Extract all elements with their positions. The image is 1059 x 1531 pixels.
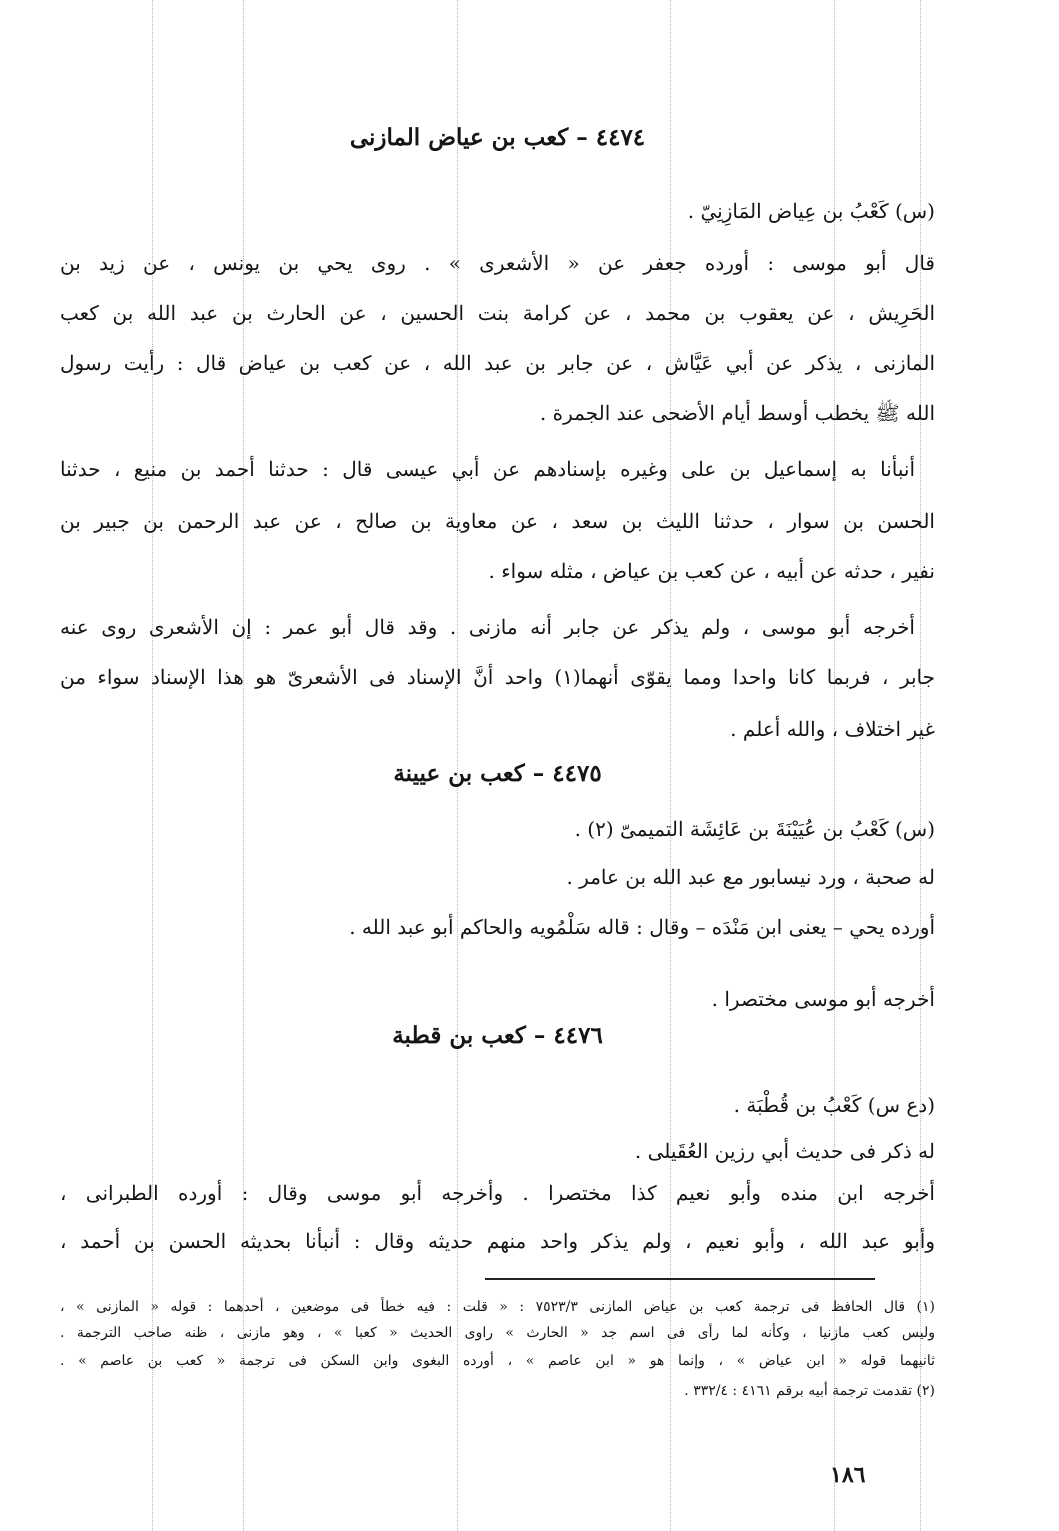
entry-line: (س) كَعْبُ بن عُيَيْنَةَ بن عَائِشَة التميمىّ (٢) .: [574, 817, 935, 841]
entry-heading: ٤٤٧٤ – كعب بن عياض المازنى: [349, 124, 646, 151]
entry-heading: ٤٤٧٥ – كعب بن عيينة: [393, 760, 602, 787]
entry-line: أنبأنا به إسماعيل بن على وغيره بإسنادهم عن أبي عيسى قال : حدثنا أحمد بن منيع ، حدثنا: [60, 457, 915, 481]
entry-line: الحسن بن سوار ، حدثنا الليث بن سعد ، عن معاوية بن صالح ، عن عبد الرحمن بن جبير بن: [60, 509, 935, 533]
entry-line: (دع س) كَعْبُ بن قُطْبَة .: [733, 1093, 935, 1117]
footnote-line: وليس كعب مازنيا ، وكأنه لما رأى فى اسم جد « الحارث » راوى الحديث « كعبا » ، وهو مازنى ، ظنه صاحب الترجمة .: [60, 1325, 935, 1341]
entry-heading: ٤٤٧٦ – كعب بن قطبة: [392, 1022, 603, 1049]
entry-line: غير اختلاف ، والله أعلم .: [730, 717, 935, 741]
footnote-line: (٢) تقدمت ترجمة أبيه برقم ٤١٦١ : ٣٣٢/٤ .: [684, 1383, 935, 1399]
entry-line: المازنى ، يذكر عن أبي عَيَّاش ، عن جابر بن عبد الله ، عن كعب بن عياض قال : رأيت رسول: [60, 351, 935, 375]
entry-line: وأبو عبد الله ، وأبو نعيم ، ولم يذكر واحد منهم حديثه وقال : أنبأنا بحديثه الحسن بن أحمد ،: [60, 1229, 935, 1253]
footnote-rule: [485, 1278, 875, 1280]
entry-line: الله ﷺ يخطب أوسط أيام الأضحى عند الجمرة .: [539, 401, 935, 425]
entry-line: له ذكر فى حديث أبي رزين العُقَيلى .: [634, 1139, 935, 1163]
entry-line: (س) كَعْبُ بن عِياض المَازِنِيّ .: [687, 199, 935, 223]
entry-line: له صحبة ، ورد نيسابور مع عبد الله بن عامر .: [566, 865, 935, 889]
page-content: [60, 0, 935, 1531]
entry-line: أخرجه أبو موسى ، ولم يذكر عن جابر أنه مازنى . وقد قال أبو عمر : إن الأشعرى روى عنه: [60, 615, 915, 639]
footnote-line: ثانيهما قوله « ابن عياض » ، وإنما هو « ابن عاصم » ، أورده البغوى وابن السكن فى ترجمة « كعب بن عاصم » .: [60, 1353, 935, 1369]
page-number: ١٨٦: [830, 1462, 866, 1488]
entry-line: نفير ، حدثه عن أبيه ، عن كعب بن عياض ، مثله سواء .: [488, 559, 935, 583]
entry-line: أخرجه ابن منده وأبو نعيم كذا مختصرا . وأخرجه أبو موسى وقال : أورده الطبرانى ،: [60, 1181, 935, 1205]
entry-line: أخرجه أبو موسى مختصرا .: [711, 987, 935, 1011]
entry-line: الحَرِيش ، عن يعقوب بن محمد ، عن كرامة بنت الحسين ، عن الحارث بن عبد الله بن كعب: [60, 301, 935, 325]
entry-line: أورده يحي – يعنى ابن مَنْدَه – وقال : قاله سَلْمُويه والحاكم أبو عبد الله .: [349, 915, 935, 939]
entry-line: جابر ، فربما كانا واحدا ومما يقوّى أنهما(١) واحد أنَّ الإسناد فى الأشعرىّ هو هذا الإسناد سواء من: [60, 665, 935, 689]
entry-line: قال أبو موسى : أورده جعفر عن « الأشعرى » . روى يحي بن يونس ، عن زيد بن: [60, 251, 935, 275]
footnote-line: (١) قال الحافظ فى ترجمة كعب بن عياض المازنى ٧٥٢٣/٣ : « قلت : فيه خطأ فى موضعين ، أحدهما : قوله « المازنى » ،: [60, 1299, 935, 1315]
